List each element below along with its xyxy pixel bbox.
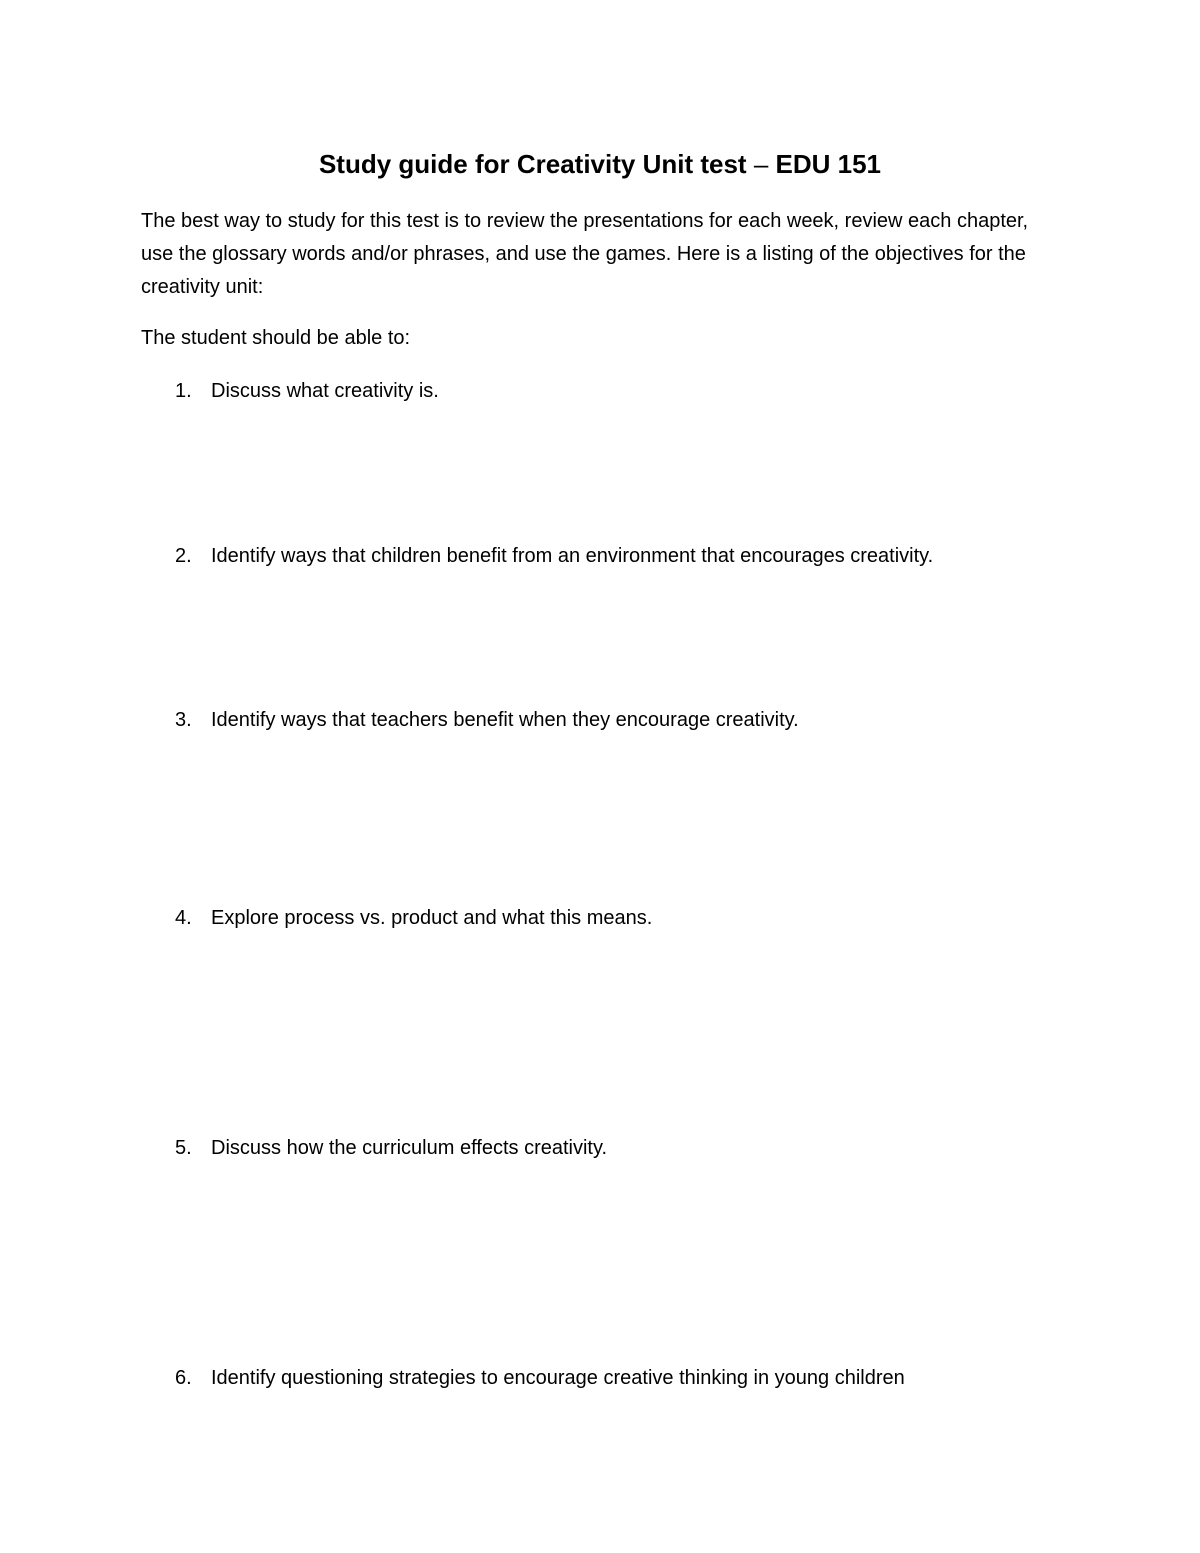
objective-item — [141, 540, 933, 573]
objective-number: 5. — [175, 1137, 192, 1159]
title-course: EDU 151 — [775, 149, 882, 179]
objective-text: Identify ways that children benefit from an environment that encourages creativity. — [211, 545, 934, 567]
objective-item — [141, 902, 652, 935]
objective-item — [141, 1362, 905, 1395]
objective-text: Discuss what creativity is. — [211, 380, 439, 402]
objective-number: 1. — [175, 380, 192, 402]
objective-text: Identify ways that teachers benefit when they encourage creativity. — [211, 709, 799, 731]
objective-number: 6. — [175, 1367, 192, 1389]
intro-paragraph: The best way to study for this test is to review the presentations for each week, review each chapter, use the glossary words and/or phrases, and use the games. Here is a listing of the objectives for the creativity unit: — [141, 210, 1029, 298]
objective-item — [141, 1132, 607, 1165]
title-text: Study guide for Creativity Unit test — [318, 149, 747, 179]
objective-number: 4. — [175, 907, 192, 929]
objective-number: 3. — [175, 709, 192, 731]
objective-item — [141, 704, 799, 737]
objective-text: Explore process vs. product and what this means. — [211, 907, 653, 929]
title-dash: – — [753, 149, 769, 179]
objective-text: Discuss how the curriculum effects creativity. — [211, 1137, 608, 1159]
objectives-lead: The student should be able to: — [141, 327, 411, 349]
objective-number: 2. — [175, 545, 192, 567]
document-title — [0, 146, 1200, 182]
objective-text: Identify questioning strategies to encourage creative thinking in young children — [211, 1367, 905, 1389]
objective-item — [141, 375, 439, 408]
